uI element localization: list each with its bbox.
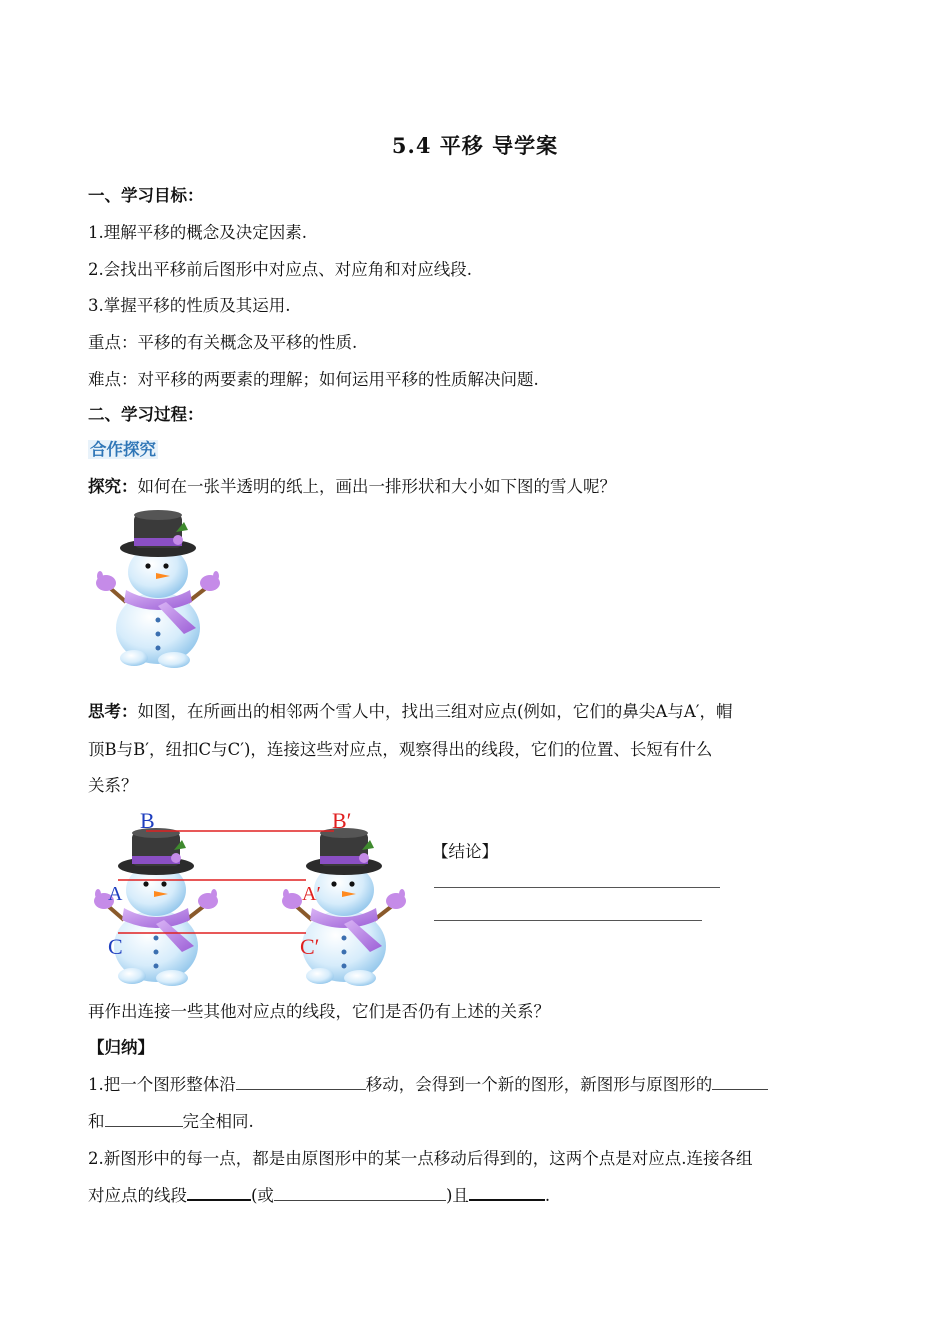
goal-item: 2.会找出平移前后图形中对应点、对应角和对应线段. [88, 260, 472, 279]
goal-item: 3.掌握平移的性质及其运用. [88, 296, 291, 315]
think-question-line: 关系？ [88, 776, 138, 795]
snowman-illustration [96, 510, 226, 670]
section-heading-goals: 一、学习目标： [88, 186, 204, 205]
point-a2-label: A′ [302, 883, 321, 905]
point-a-label: A [108, 883, 123, 905]
think-question: 思考：如图，在所画出的相邻两个雪人中，找出三组对应点(例如，它们的鼻尖A与A′，帽 [88, 702, 733, 721]
conclusion-answer-line[interactable] [434, 920, 702, 921]
summary-item-1: 1.把一个图形整体沿 移动，会得到一个新的图形，新图形与原图形的 [88, 1071, 768, 1095]
fill-blank-direction[interactable] [236, 1075, 366, 1090]
goal-item: 1.理解平移的概念及决定因素. [88, 223, 307, 242]
point-b2-label: B′ [332, 808, 352, 833]
fill-blank-size[interactable] [105, 1112, 183, 1127]
followup-question: 再作出连接一些其他对应点的线段，它们是否仍有上述的关系？ [88, 1002, 550, 1021]
translation-figure [86, 808, 426, 978]
difficulty-point: 难点：对平移的两要素的理解；如何运用平移的性质解决问题. [88, 370, 539, 389]
cooperation-tag: 合作探究 [90, 440, 156, 459]
section-heading-process: 二、学习过程： [88, 405, 204, 424]
point-b-label: B [140, 808, 155, 833]
key-point: 重点：平移的有关概念及平移的性质. [88, 333, 358, 352]
conclusion-answer-line[interactable] [434, 887, 720, 888]
think-question-line: 顶B与B′，纽扣C与C′)，连接这些对应点，观察得出的线段，它们的位置、长短有什么 [88, 740, 713, 759]
point-c2-label: C′ [300, 934, 320, 959]
fill-blank-shape[interactable] [712, 1075, 768, 1090]
explore-question: 探究：如何在一张半透明的纸上，画出一排形状和大小如下图的雪人呢？ [88, 477, 616, 496]
summary-item-2: 2.新图形中的每一点，都是由原图形中的某一点移动后得到的，这两个点是对应点.连接各组 [88, 1149, 753, 1168]
fill-blank-equal[interactable] [469, 1185, 545, 1201]
summary-label: 【归纳】 [88, 1038, 154, 1057]
fill-blank-collinear[interactable] [274, 1186, 446, 1201]
page-title: 5.4 平移 导学案 [391, 133, 559, 158]
summary-item-1-cont: 和 完全相同. [88, 1112, 254, 1131]
point-c-label: C [108, 934, 123, 959]
summary-item-2-cont: 对应点的线段 (或 )且 . [88, 1186, 551, 1205]
fill-blank-parallel[interactable] [187, 1185, 251, 1201]
conclusion-label: 【结论】 [432, 842, 498, 861]
